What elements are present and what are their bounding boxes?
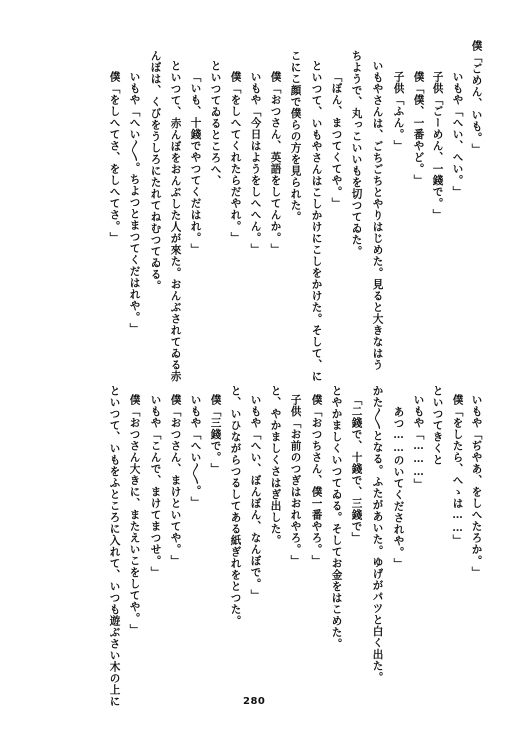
text-column: 僕「をしへてくれたらだやれ。」 <box>229 71 242 244</box>
text-column: といつて、いもやさんはこしかけにこしをかけた。そして、に <box>310 60 323 382</box>
text-column: 子供「ごーめん、一錢で。」 <box>431 71 444 221</box>
text-column: 「二錢で、十錢で、三錢で」 <box>350 394 363 544</box>
text-column: 僕「ごめん、いも。」 <box>470 40 483 155</box>
text-column: 「ぼん、まつてくてや。」 <box>330 71 343 209</box>
text-column: と、やかましくさはぎ出した。 <box>269 385 282 546</box>
text-column: といつてゐるところへ、 <box>209 60 222 187</box>
text-column: かた〳〵となる。ふたがあいた。ゆげがパツと白く出た。 <box>371 385 384 684</box>
text-column: いもや「へい、ぼんぼん、なんぼで。」 <box>249 394 262 601</box>
text-column: といつて、赤んぼをおんぶした人が來た。おんぶされてゐる赤 <box>169 60 182 382</box>
text-column: 僕「おつちさん、僕一番やろ。」 <box>310 394 323 567</box>
text-column: 僕「おつさん、まけといてや。」 <box>169 394 182 567</box>
text-column: いもや「こんで、まけてまつせ。」 <box>149 394 162 578</box>
text-column: 僕「おつさん大きに、またえいこをしてや。」 <box>128 394 141 636</box>
text-column: いもやさんは、ごちごちとやりはじめた。見ると大きなはう <box>371 60 384 371</box>
text-column: 「いも、十錢でやつてくだはれ。」 <box>189 71 202 255</box>
text-column: ちようで、丸っこいいもを切つてゐた。 <box>350 50 363 257</box>
text-column: いもや「ぢやあ、をしへたろか。」 <box>470 394 483 578</box>
page-number: 280 <box>243 696 266 707</box>
text-column: 僕「三錢で。」 <box>209 394 222 475</box>
text-column: 僕「おつさん、英語をしてんか。」 <box>269 71 282 255</box>
text-column: んぼは、くびをうしろにたれてねむつてゐる。 <box>149 50 162 292</box>
text-column: いもや「今日はようをしへへん。」 <box>249 71 262 255</box>
text-column: あつ……のいてくだされや。」 <box>392 406 405 570</box>
text-column: 僕「僕、一番やど。」 <box>412 71 425 186</box>
text-column: いもや「へい〳〵。ちよつとまつてくだはれや。」 <box>128 71 141 335</box>
text-column: 僕「をしへてさ、をしへてさ。」 <box>108 71 121 244</box>
text-column: 子供「お前のつぎはおれやろ。」 <box>289 394 302 567</box>
text-column: 僕「をしたら、へゝは……」 <box>451 394 464 547</box>
text-column: 子供「ふん。」 <box>392 71 405 152</box>
text-column: こにこ顔で僕らの方を見られた。 <box>289 50 302 223</box>
text-column: いもや「………」 <box>412 394 425 491</box>
text-column: いもや「へい、へい。」 <box>451 71 464 198</box>
text-column: といつてきくと <box>431 385 444 466</box>
text-column: とやかましくいつてゐる。そしてお金をはこめた。 <box>330 385 343 650</box>
text-column: いもや「へい〳〵。」 <box>189 394 202 509</box>
text-column: といつて、いもをふところに入れて、いつも遊ぶさい木の上に <box>108 385 121 707</box>
text-column: と、いひながらつるしてある紙ぎれをとつた。 <box>229 385 242 627</box>
